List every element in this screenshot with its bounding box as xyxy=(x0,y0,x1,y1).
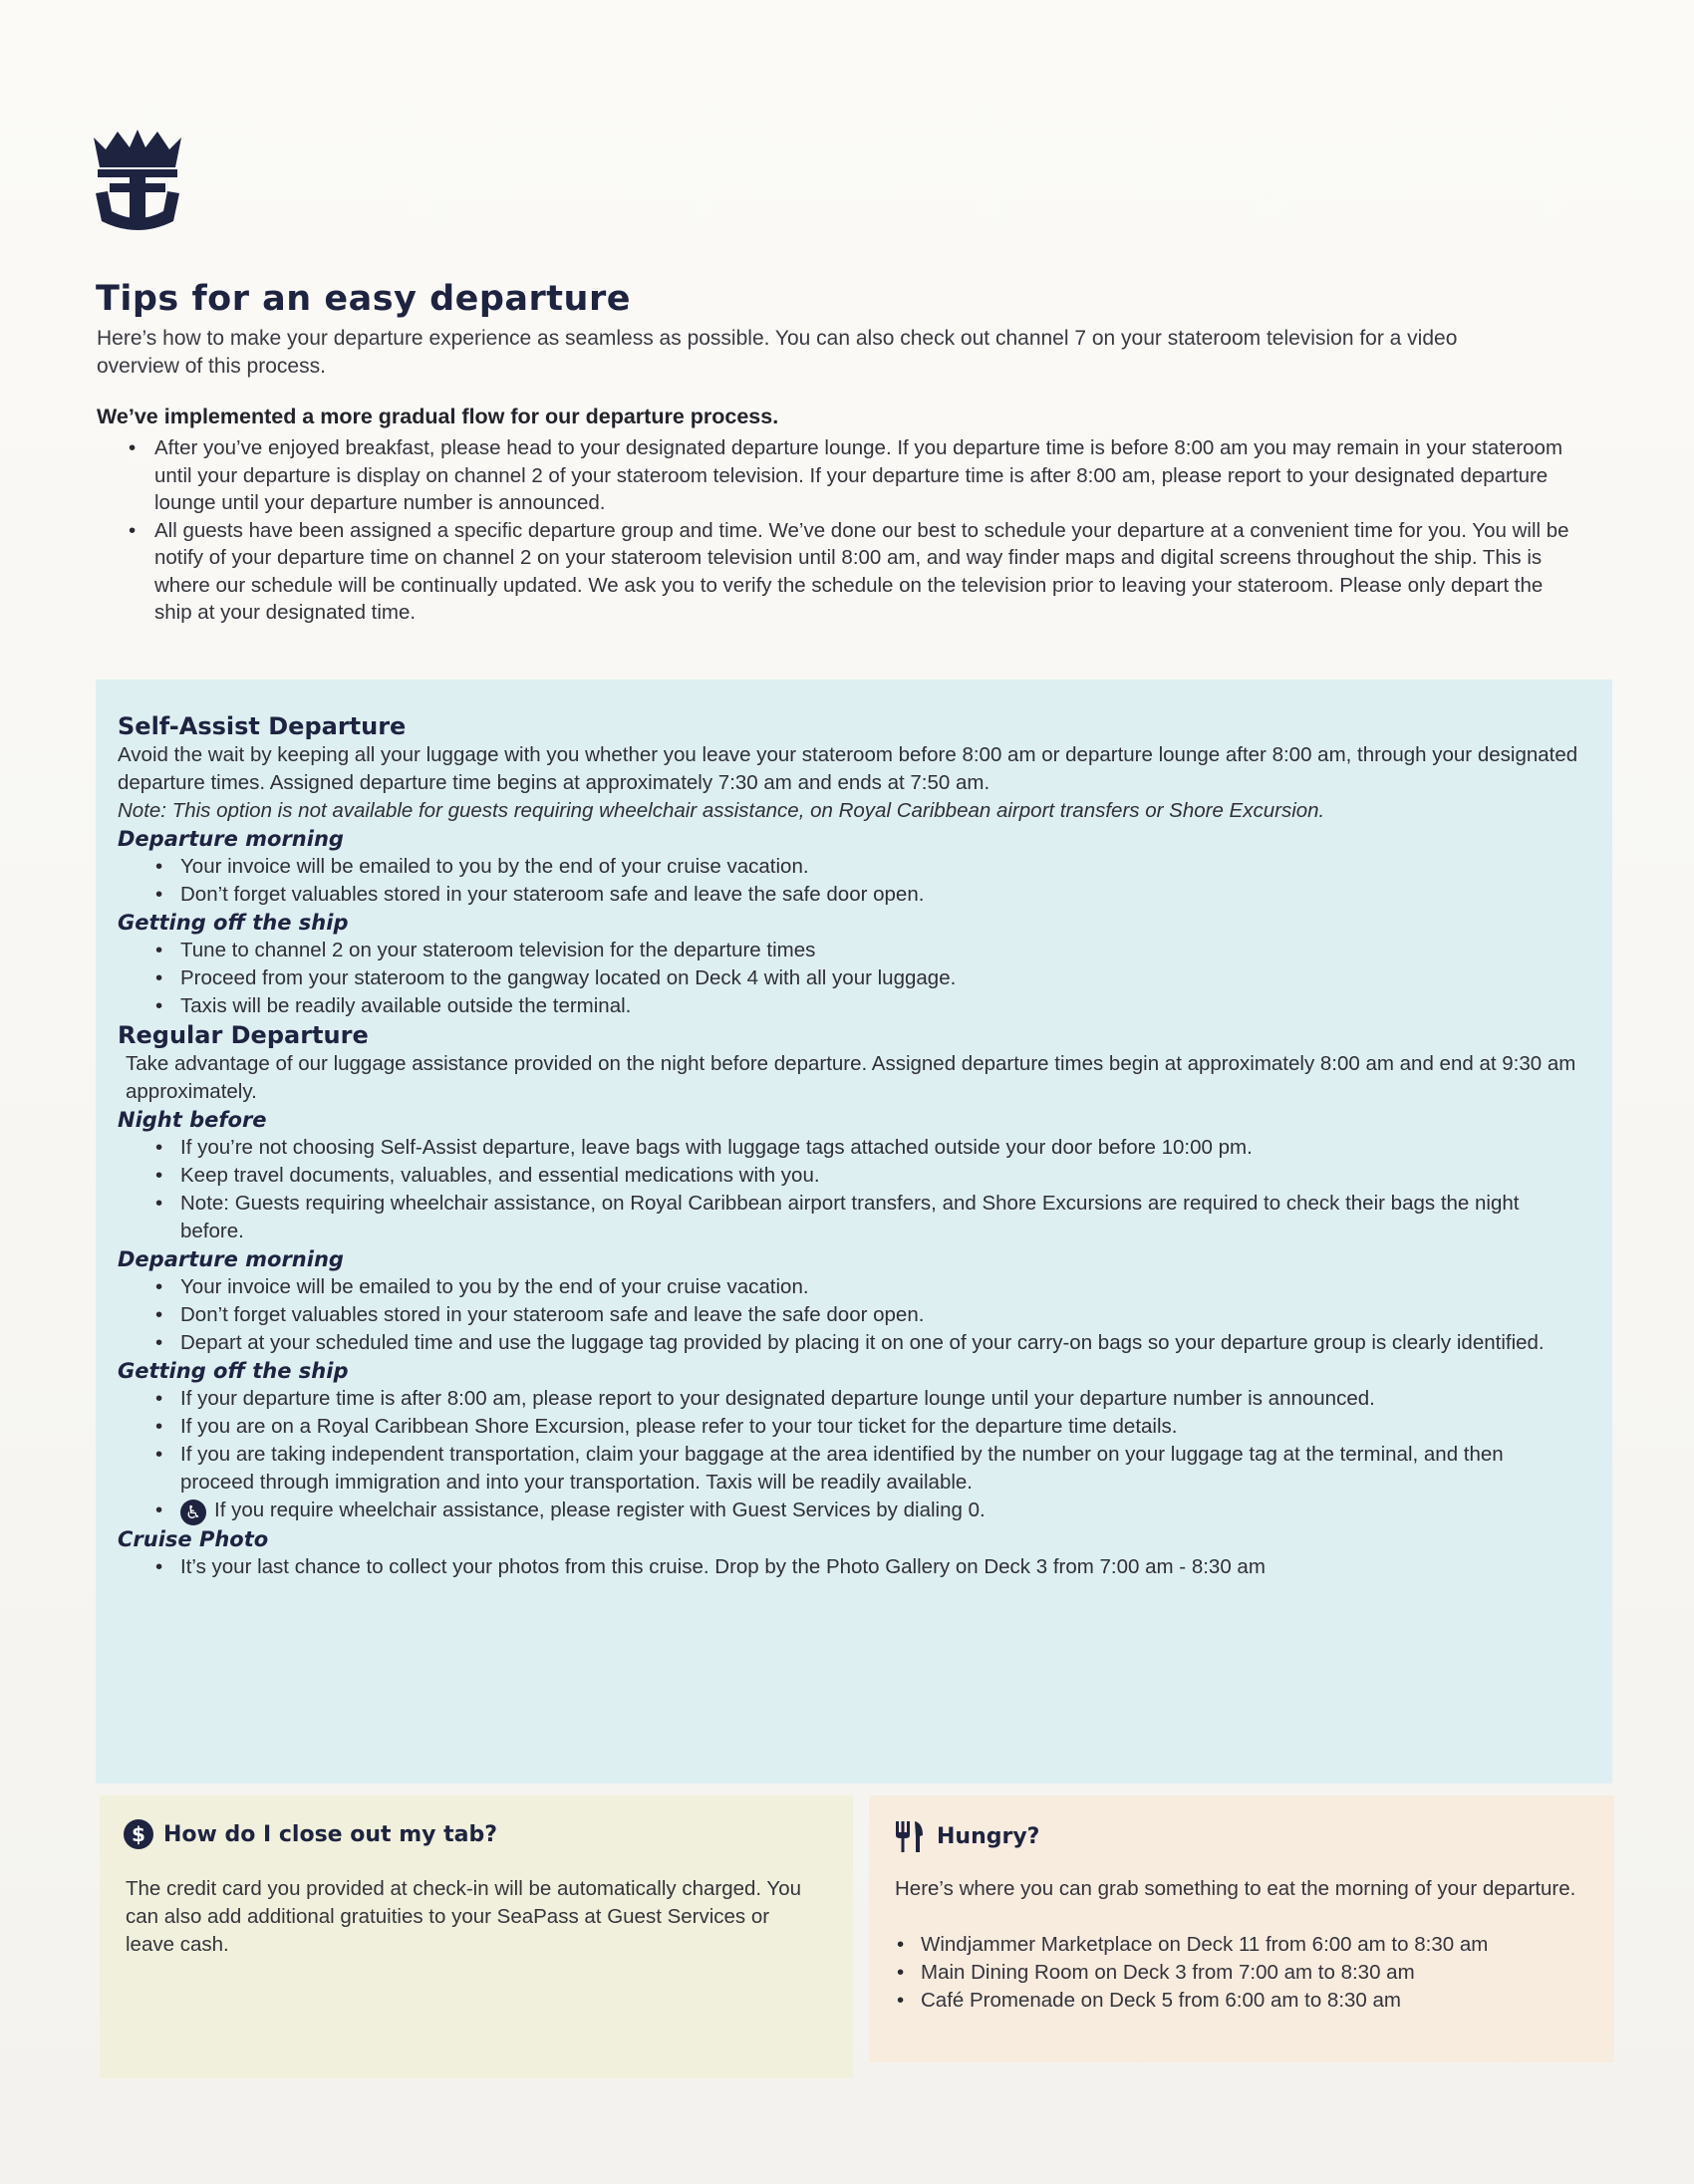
subheading: Night before xyxy=(118,1108,267,1132)
list xyxy=(180,1385,1582,1525)
section-body: Take advantage of our luggage assistance provided on the night before departure. Assigned departure times begin at approximately 8:00 am and end at 9:30 am approximately. xyxy=(126,1052,1576,1103)
lead-list xyxy=(154,434,1569,627)
list xyxy=(180,1553,1582,1581)
list-item: • After you’ve enjoyed breakfast, please head to your designated departure lounge. If you departure time is before 8:00 am you may remain in your stateroom until your departure is display on channel 2 of your stateroom television. If your departure time is after 8:00 am, please report to your designated departure lounge until your departure number is announced. xyxy=(154,434,1569,517)
list xyxy=(180,1134,1582,1245)
page-title: Tips for an easy departure xyxy=(96,279,631,319)
hungry-box-text: Here’s where you can grab something to eat the morning of your departure. xyxy=(895,1877,1576,1900)
subheading: Getting off the ship xyxy=(118,911,349,935)
hungry-list xyxy=(921,1931,1578,2015)
list-item: • Don’t forget valuables stored in your stateroom safe and leave the safe door open. xyxy=(180,1301,1582,1329)
list-item: • If you are taking independent transportation, claim your baggage at the area identified by the number on your luggage tag at the terminal, and then proceed through immigration and into your transportation. Taxis will be readily available. xyxy=(180,1441,1582,1497)
list-item: • Proceed from your stateroom to the gangway located on Deck 4 with all your luggage. xyxy=(180,964,1582,992)
tab-box-title: How do I close out my tab? xyxy=(163,1821,497,1847)
list-item: • Depart at your scheduled time and use the luggage tag provided by placing it on one of your carry-on bags so your departure group is clearly identified. xyxy=(180,1329,1582,1357)
fork-knife-icon xyxy=(893,1819,927,1853)
list-item: • It’s your last chance to collect your photos from this cruise. Drop by the Photo Gallery on Deck 3 from 7:00 am - 8:30 am xyxy=(180,1553,1582,1581)
list-item: • Note: Guests requiring wheelchair assistance, on Royal Caribbean airport transfers, and Shore Excursions are required to check their bags the night before. xyxy=(180,1190,1582,1245)
box-title xyxy=(893,1819,1039,1853)
list-item: • Your invoice will be emailed to you by the end of your cruise vacation. xyxy=(180,853,1582,881)
section-note: Note: This option is not available for guests requiring wheelchair assistance, on Royal Caribbean airport transfers or Shore Excursion. xyxy=(118,799,1325,822)
section-body: Avoid the wait by keeping all your luggage with you whether you leave your stateroom before 8:00 am or departure lounge after 8:00 am, through your designated departure times. Assigned departure time begins at approximately 7:30 am and ends at 7:50 am. xyxy=(118,743,1578,794)
list-item: • Your invoice will be emailed to you by the end of your cruise vacation. xyxy=(180,1273,1582,1301)
list-item: • If you’re not choosing Self-Assist departure, leave bags with luggage tags attached outside your door before 10:00 pm. xyxy=(180,1134,1582,1162)
wheelchair-icon: ♿ xyxy=(180,1500,206,1525)
list xyxy=(180,853,1582,909)
lead-heading: We’ve implemented a more gradual flow for our departure process. xyxy=(97,405,779,428)
subheading: Cruise Photo xyxy=(118,1527,269,1551)
list-item xyxy=(180,1497,1582,1525)
list-item: • Café Promenade on Deck 5 from 6:00 am to 8:30 am xyxy=(921,1987,1578,2015)
subheading: Departure morning xyxy=(118,827,344,851)
list-item: • If you are on a Royal Caribbean Shore Excursion, please refer to your tour ticket for the departure time details. xyxy=(180,1413,1582,1441)
subheading: Departure morning xyxy=(118,1247,344,1271)
section-heading: Regular Departure xyxy=(118,1021,369,1049)
list-item: • Taxis will be readily available outside the terminal. xyxy=(180,992,1582,1020)
list-item: • All guests have been assigned a specific departure group and time. We’ve done our best to schedule your departure at a convenient time for you. You will be notify of your departure time on channel 2 on your stateroom television until 8:00 am, and way finder maps and digital screens throughout the ship. This is where our schedule will be continually updated. We ask you to verify the schedule on the television prior to leaving your stateroom. Please only depart the ship at your designated time. xyxy=(154,517,1569,627)
subheading: Getting off the ship xyxy=(118,1359,349,1383)
wheelchair-text: If you require wheelchair assistance, please register with Guest Services by dialing 0. xyxy=(214,1499,986,1521)
list-item: • Tune to channel 2 on your stateroom television for the departure times xyxy=(180,937,1582,964)
dollar-icon: $ xyxy=(124,1819,153,1849)
hungry-box-title: Hungry? xyxy=(937,1823,1040,1849)
list xyxy=(180,1273,1582,1357)
box-title xyxy=(124,1819,497,1849)
list-item: • Main Dining Room on Deck 3 from 7:00 am to 8:30 am xyxy=(921,1959,1578,1987)
section-heading: Self-Assist Departure xyxy=(118,712,407,740)
list-item: • If your departure time is after 8:00 am, please report to your designated departure lounge until your departure number is announced. xyxy=(180,1385,1582,1413)
list-item: • Don’t forget valuables stored in your stateroom safe and leave the safe door open. xyxy=(180,881,1582,909)
tab-info-box xyxy=(100,1795,853,2078)
list-item: • Windjammer Marketplace on Deck 11 from 6:00 am to 8:30 am xyxy=(921,1931,1578,1959)
self-assist-section xyxy=(118,711,1582,1581)
hungry-box xyxy=(869,1795,1614,2062)
crown-anchor-logo xyxy=(90,128,185,233)
list xyxy=(180,937,1582,1020)
tab-box-text: The credit card you provided at check-in will be automatically charged. You can also add additional gratuities to your SeaPass at Guest Services or leave cash. xyxy=(126,1877,802,1956)
list-item: • Keep travel documents, valuables, and essential medications with you. xyxy=(180,1162,1582,1190)
intro-text: Here’s how to make your departure experience as seamless as possible. You can also check out channel 7 on your stateroom television for a video overview of this process. xyxy=(97,327,1458,378)
